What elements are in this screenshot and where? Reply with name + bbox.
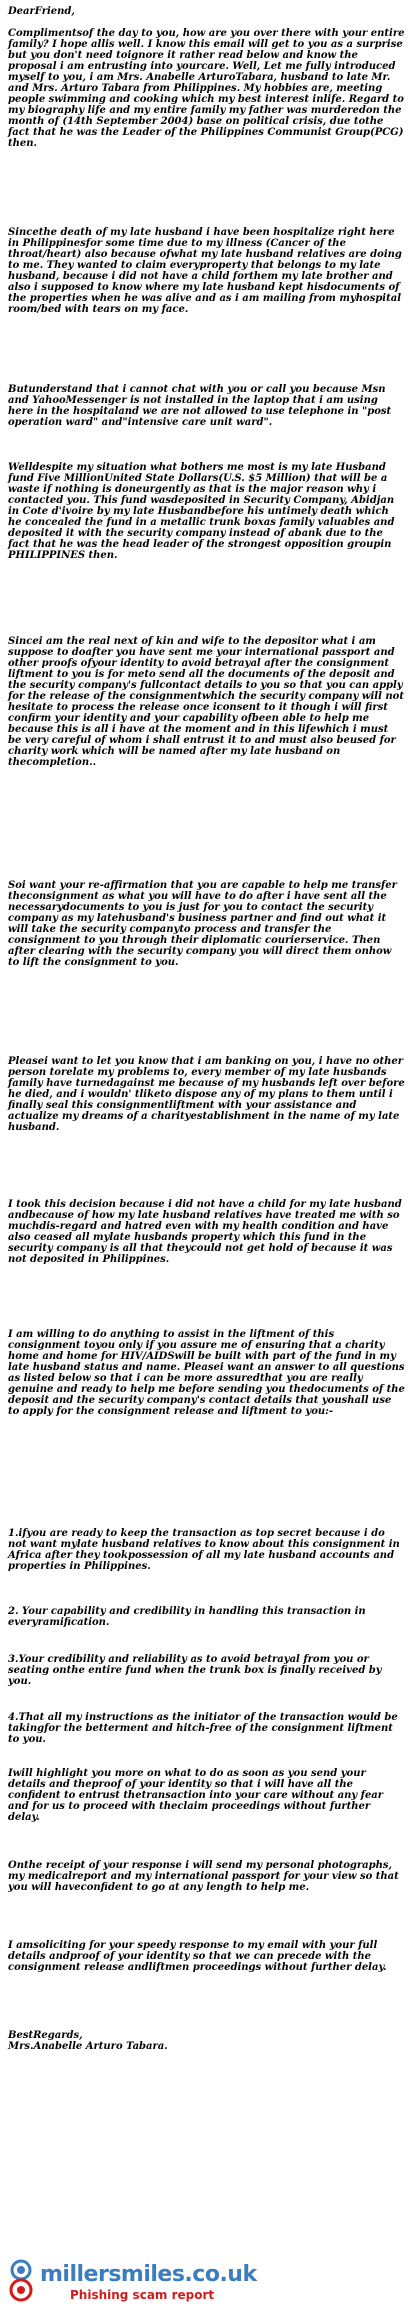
letter-paragraph: Welldespite my situation what bothers me most is my late Husband fund Five MillionUnited State Dollars(U.S. $5 Million) that will be a waste if nothing is doneurgently as that is the major reason why i contacted you. This fund wasdeposited in Security Company, Abidjan in Cote d'ivoire by my late Husbandbefore his untimely death which he concealed the fund in a metallic trunk boxas family valuables and deposited it with the security company instead of abank due to the fact that he was the head leader of the strongest opposition groupin PHILIPPINES then. bbox=[8, 462, 395, 561]
letter-list-item: 4.That all my instructions as the initiator of the transaction would be takingfor the betterment and hitch-free of the consignment liftment to you. bbox=[8, 1712, 398, 1745]
letter-paragraph: Soi want your re-affirmation that you are capable to help me transfer theconsignment as what you will have to do after i have sent all the necessarydocuments to you is just for you to contact the security company as my latehusband's business partner and find out what it will take the security companyto process and transfer the consignment to you through their diplomatic courierservice. Then after clearing with the security company you will direct them onhow to lift the consignment to you. bbox=[8, 880, 397, 968]
letter-list-item: 1.ifyou are ready to keep the transaction as top secret because i do not want mylate husband relatives to know about this consignment in Africa after they tookpossession of all my late husband accounts and properties in Philippines. bbox=[8, 1528, 400, 1572]
brand-tagline: Phishing scam report bbox=[70, 2288, 215, 2302]
letter-paragraph: Butunderstand that i cannot chat with you or call you because Msn and YahooMessenger is not installed in the laptop that i am using here in the hospitaland we are not allowed to use telephone in "post operation ward" and"intensive care unit ward". bbox=[8, 384, 392, 428]
millersmiles-logo[interactable] bbox=[8, 2258, 308, 2304]
letter-salutation: DearFriend, bbox=[8, 6, 75, 17]
letter-paragraph: Onthe receipt of your response i will send my personal photographs, my medicalreport and my international passport for your view so that you will haveconfident to go at any length to help me. bbox=[8, 1860, 399, 1893]
watermark-footer bbox=[0, 2244, 408, 2308]
letter-paragraph: Iwill highlight you more on what to do as soon as you send your details and theproof of your identity so that i will have all the confident to entrust thetransaction into your care without any fear and for us to proceed with theclaim proceedings without further delay. bbox=[8, 1768, 384, 1823]
brand-name: millersmiles.co.uk bbox=[40, 2262, 257, 2287]
letter-paragraph: Sincethe death of my late husband i have been hospitalize right here in Philippinesfor some time due to my illness (Cancer of the throat/heart) also because ofwhat my late husband relatives are doing to me. They wanted to claim everyproperty that belongs to my late husband, because i did not have a child forthem my late brother and also i supposed to know where my late husband kept hisdocuments of the properties when he was alive and as i am mailing from myhospital room/bed with tears on my face. bbox=[8, 227, 402, 315]
letter-paragraph: I amsoliciting for your speedy response to my email with your full details andproof of your identity so that we can precede with the consignment release andliftmen proceedings without further delay. bbox=[8, 1940, 387, 1973]
letter-list-item: 3.Your credibility and reliability as to avoid betrayal from you or seating onthe entire fund when the trunk box is finally received by you. bbox=[8, 1654, 382, 1687]
letter-list-item: 2. Your capability and credibility in handling this transaction in everyramification. bbox=[8, 1606, 366, 1628]
letter-paragraph: Pleasei want to let you know that i am banking on you, i have no other person torelate my problems to, every member of my late husbands family have turnedagainst me because of my husbands left over before he died, and i wouldn' tliketo dispose any of my plans to them until i finally seal this consignmentliftment with your assistance and actualize my dreams of a charityestablishment in the name of my late husband. bbox=[8, 1056, 405, 1133]
millersmiles-logo-icon bbox=[8, 2258, 36, 2304]
letter-paragraph: Complimentsof the day to you, how are you over there with your entire family? I hope allis well. I know this email will get to you as a surprise but you don't need toignore it rather read below and know the proposal i am entrusting into yourcare. Well, Let me fully introduced myself to you, i am Mrs. Anabelle ArturoTabara, husband to late Mr. and Mrs. Arturo Tabara from Philippines. My hobbies are, meeting people swimming and cooking which my best interest inlife. Regard to my biography life and my entire family my father was murderedon the month of (14th September 2004) base on political crisis, due tothe fact that he was the Leader of the Philippines Communist Group(PCG) then. bbox=[8, 28, 405, 149]
letter-paragraph: I am willing to do anything to assist in the liftment of this consignment toyou only if you assure me of ensuring that a charity home and home for HIV/AIDSwill be built with part of the fund in my late husband status and name. Pleasei want an answer to all questions as listed below so that i can be more assuredthat you are really genuine and ready to help me before sending you thedocuments of the deposit and the security company's contact details that youshall use to apply for the consignment release and liftment to you:- bbox=[8, 1329, 405, 1417]
letter-paragraph: I took this decision because i did not have a child for my late husband andbecause of how my late husband relatives have treated me with so muchdis-regard and hatred even with my health condition and have also ceased all mylate husbands property which this fund in the security company is all that theycould not get hold of because it was not deposited in Philippines. bbox=[8, 1199, 402, 1265]
letter-signature: BestRegards, Mrs.Anabelle Arturo Tabara. bbox=[8, 2030, 168, 2052]
letter-paragraph: Sincei am the real next of kin and wife to the depositor what i am suppose to doafter you have sent me your international passport and other proofs ofyour identity to avoid betrayal after the consignment liftment to you is for meto send all the documents of the deposit and the security company's fullcontact details to you so that you can apply for the release of the consignmentwhich the security company will not hesitate to process the release once iconsent to it though i will first confirm your identity and your capability ofbeen able to help me because this is all i have at the moment and in this lifewhich i must be very careful of whom i shall entrust it to and must also beused for charity work which will be named after my late husband on thecompletion.. bbox=[8, 636, 404, 768]
